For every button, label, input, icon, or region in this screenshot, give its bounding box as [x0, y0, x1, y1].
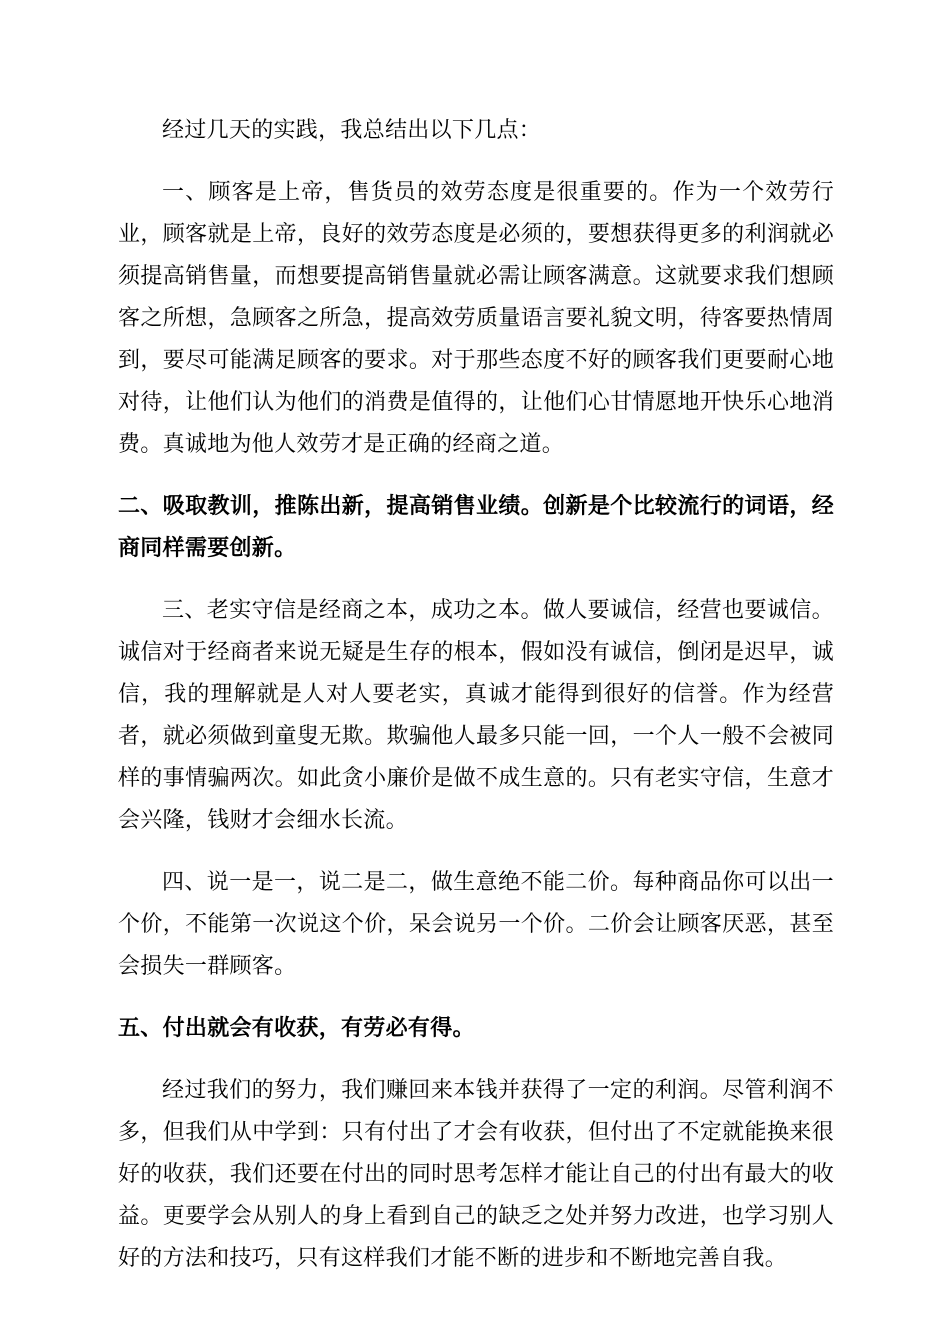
point-three-paragraph: 三、老实守信是经商之本，成功之本。做人要诚信，经营也要诚信。诚信对于经商者来说无疑是生存的根本，假如没有诚信，倒闭是迟早，诚信，我的理解就是人对人要老实，真诚才能得到很好的信誉。作为经营者，就必须做到童叟无欺。欺骗他人最多只能一回，一个人一般不会被同样的事情骗两次。如此贪小廉价是做不成生意的。只有老实守信，生意才会兴隆，钱财才会细水长流。 — [118, 598, 834, 833]
point-one-paragraph: 一、顾客是上帝，售货员的效劳态度是很重要的。作为一个效劳行业，顾客就是上帝，良好的效劳态度是必须的，要想获得更多的利润就必须提高销售量，而想要提高销售量就必需让顾客满意。这就要求我们想顾客之所想，急顾客之所急，提高效劳质量语言要礼貌文明，待客要热情周到，要尽可能满足顾客的要求。对于那些态度不好的顾客我们更要耐心地对待，让他们认为他们的消费是值得的，让他们心甘情愿地开快乐心地消费。真诚地为他人效劳才是正确的经商之道。 — [118, 180, 834, 457]
conclusion-paragraph: 经过我们的努力，我们赚回来本钱并获得了一定的利润。尽管利润不多，但我们从中学到：只有付出了才会有收获，但付出了不定就能换来很好的收获，我们还要在付出的同时思考怎样才能让自己的付出有最大的收益。更要学会从别人的身上看到自己的缺乏之处并努力改进，也学习别人好的方法和技巧，只有这样我们才能不断的进步和不断地完善自我。 — [118, 1078, 834, 1271]
point-five-heading: 五、付出就会有收获，有劳必有得。 — [118, 1016, 475, 1041]
intro-paragraph: 经过几天的实践，我总结出以下几点： — [162, 118, 542, 143]
point-four-paragraph: 四、说一是一，说二是二，做生意绝不能二价。每种商品你可以出一个价，不能第一次说这个价，呆会说另一个价。二价会让顾客厌恶，甚至会损失一群顾客。 — [118, 870, 834, 979]
document-body — [118, 110, 834, 1300]
point-two-heading: 二、吸取教训，推陈出新，提高销售业绩。创新是个比较流行的词语，经商同样需要创新。 — [118, 494, 834, 561]
